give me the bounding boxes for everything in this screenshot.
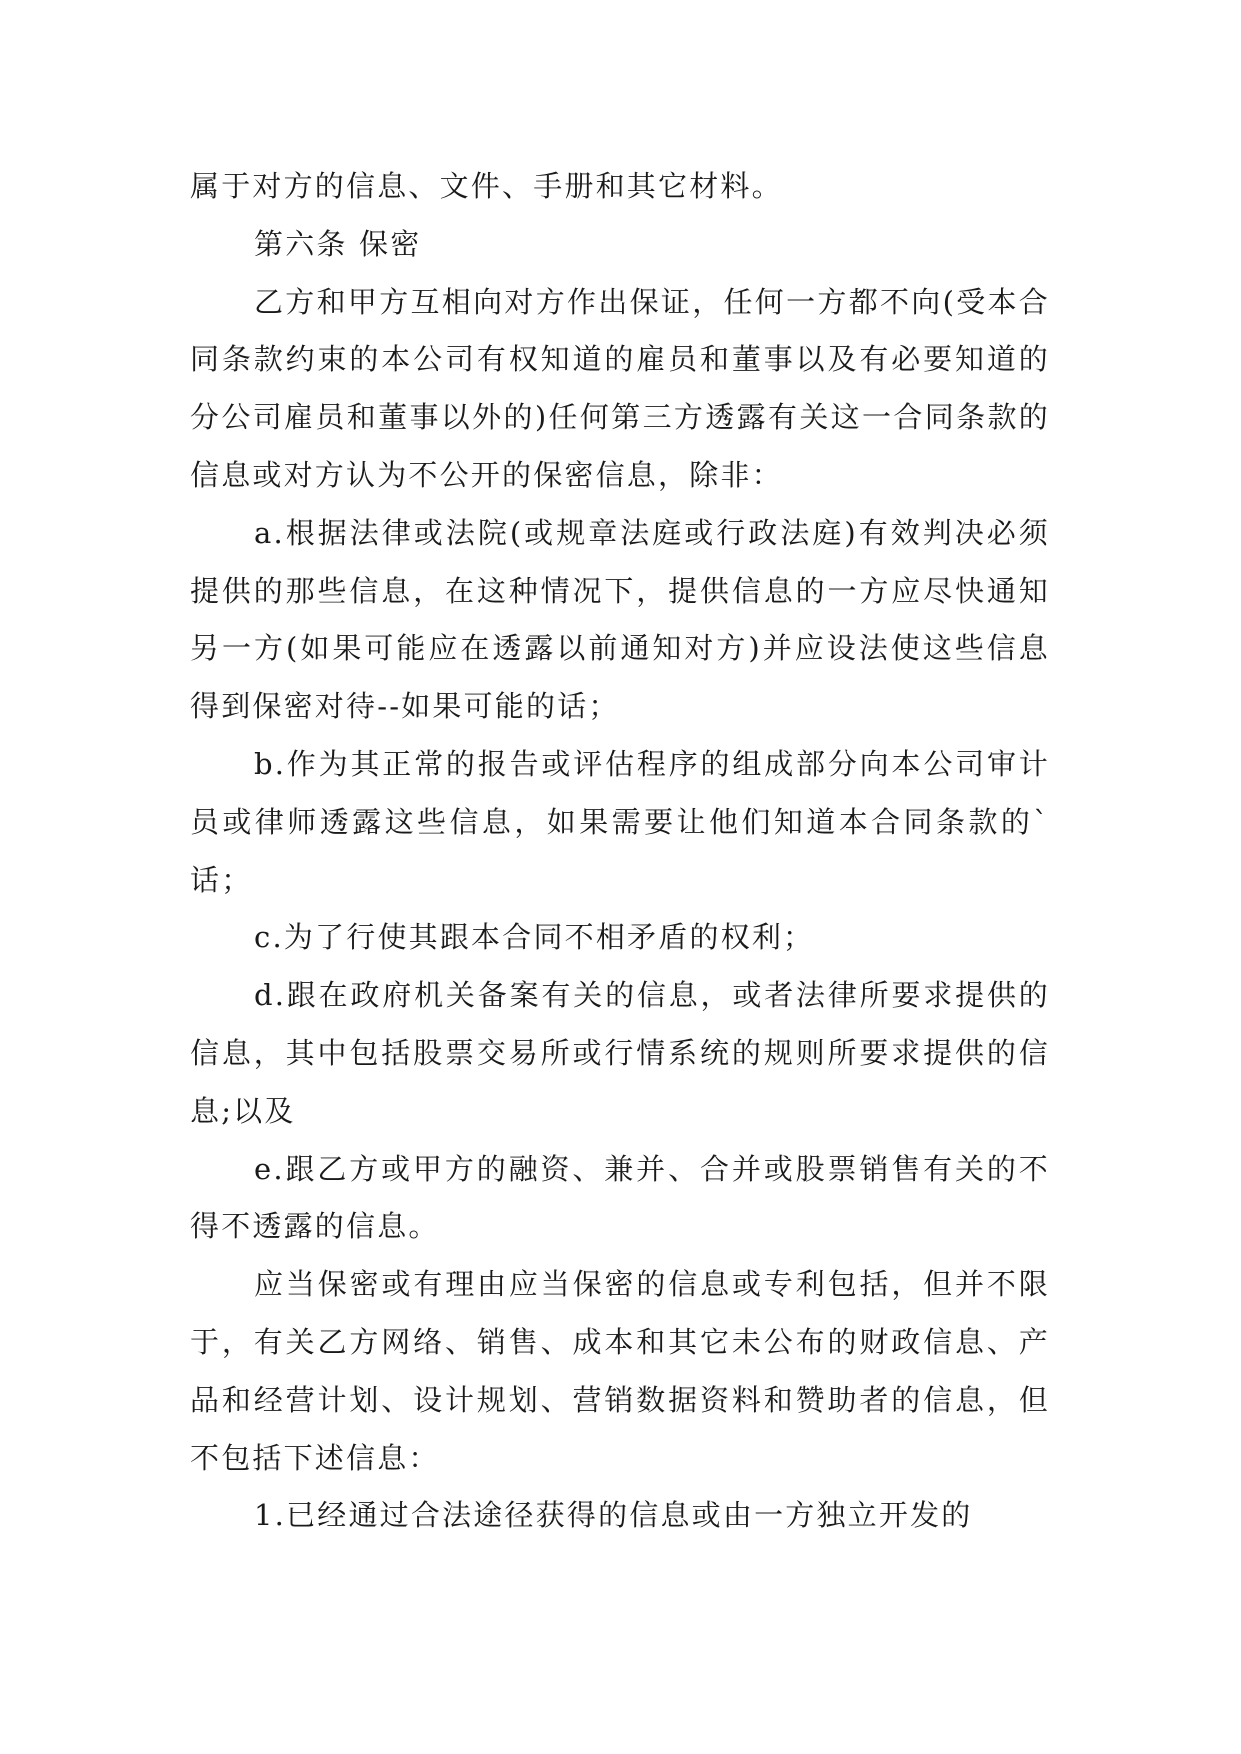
list-item: e.跟乙方或甲方的融资、兼并、合并或股票销售有关的不得不透露的信息。 [190,1151,1050,1244]
list-item: c.为了行使其跟本合同不相矛盾的权利； [254,920,815,955]
list-item: b.作为其正常的报告或评估程序的组成部分向本公司审计员或律师透露这些信息，如果需要让他们知道本合同条款的`话； [190,746,1050,897]
list-item: a.根据法律或法院(或规章法庭或行政法庭)有效判决必须提供的那些信息，在这种情况下，提供信息的一方应尽快通知另一方(如果可能应在透露以前通知对方)并应设法使这些信息得到保密对待--如果可能的话； [190,515,1050,724]
list-item: d.跟在政府机关备案有关的信息，或者法律所要求提供的信息，其中包括股票交易所或行情系统的规则所要求提供的信息;以及 [190,978,1050,1128]
list-item: 1.已经通过合法途径获得的信息或由一方独立开发的 [254,1498,973,1533]
paragraph: 应当保密或有理由应当保密的信息或专利包括，但并不限于，有关乙方网络、销售、成本和其它未公布的财政信息、产品和经营计划、设计规划、营销数据资料和赞助者的信息，但不包括下述信息： [190,1267,1050,1475]
paragraph: 乙方和甲方互相向对方作出保证，任何一方都不向(受本合同条款约束的本公司有权知道的雇员和董事以及有必要知道的分公司雇员和董事以外的)任何第三方透露有关这一合同条款的信息或对方认为不公开的保密信息，除非： [190,284,1050,492]
paragraph-continuation: 属于对方的信息、文件、手册和其它材料。 [190,169,783,203]
article-heading: 第六条 保密 [254,226,422,261]
document-body [190,158,1050,1545]
